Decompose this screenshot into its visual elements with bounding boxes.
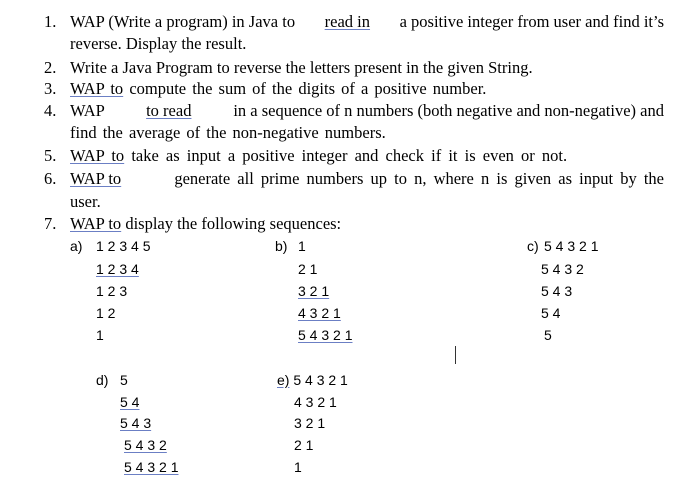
text-segment: display the following sequences: <box>121 214 342 233</box>
question-text: user. <box>70 192 101 211</box>
question-text: Write a Java Program to reverse the letters present in the given String. <box>70 58 533 77</box>
text-segment: in a sequence of n numbers (both negative and non-negative) and <box>229 101 664 120</box>
question-text <box>70 12 664 32</box>
underlined-text: WAP to <box>70 146 125 165</box>
question-number: 3. <box>44 79 57 98</box>
sequence-a-row: 1 2 3 <box>96 283 128 299</box>
sequence-c-row: 5 4 3 2 <box>541 261 584 277</box>
question-number: 5. <box>44 146 57 165</box>
sequence-row-text: 1 2 3 4 5 <box>96 238 151 254</box>
question-number: 1. <box>44 12 57 31</box>
sequence-b-row: 2 1 <box>298 261 318 277</box>
sequence-e-row: 2 1 <box>294 437 314 453</box>
text-segment: generate all prime numbers up to n, where n is given as input by the <box>167 169 664 188</box>
text-segment: WAP <box>70 101 109 120</box>
sequence-e-row: 1 <box>294 459 302 475</box>
sequence-d-row: 5 4 3 2 1 <box>124 459 179 475</box>
sequence-b-row: 5 4 3 2 1 <box>298 327 353 343</box>
sequence-a-row: 1 2 <box>96 305 116 321</box>
text-segment: WAP (Write a program) in Java to <box>70 12 300 31</box>
sequence-c-row: 5 <box>544 327 552 343</box>
question-text <box>70 101 664 121</box>
underlined-text: WAP to <box>70 214 122 233</box>
question-text <box>70 146 664 166</box>
sequence-c-row: 5 4 3 2 1 <box>544 238 599 254</box>
sequence-b-row: 3 2 1 <box>298 283 330 299</box>
sequence-a-row: 1 2 3 4 <box>96 261 139 277</box>
sequence-a-label: a) <box>70 238 83 254</box>
sequence-b-row: 4 3 2 1 <box>298 305 341 321</box>
question-text <box>70 214 664 234</box>
text-segment: take as input a positive integer and check if it is even or not. <box>124 146 568 165</box>
sequence-c-row: 5 4 3 <box>541 283 573 299</box>
sequence-e-row: 3 2 1 <box>294 415 326 431</box>
sequence-b-label: b) <box>275 238 288 254</box>
sequence-a-row: 1 <box>96 327 104 343</box>
question-number: 2. <box>44 58 57 77</box>
text-cursor <box>455 346 456 364</box>
sequence-row-text: 5 4 3 <box>120 415 152 431</box>
sequence-d-row: 5 4 3 2 <box>124 437 167 453</box>
underlined-text: to read <box>146 101 192 120</box>
sequence-e-label: e) <box>277 372 290 388</box>
text-segment: a positive integer from user and find it’s <box>395 12 664 31</box>
question-text <box>70 79 664 99</box>
question-number: 4. <box>44 101 57 120</box>
sequence-d-row: 5 <box>120 372 128 388</box>
sequence-e-row-first <box>277 371 348 389</box>
sequence-c-label: c) <box>527 238 539 254</box>
sequence-row-text: 5 4 3 2 1 <box>293 372 348 388</box>
sequence-e-row: 4 3 2 1 <box>294 394 337 410</box>
underlined-text: WAP to <box>70 169 122 188</box>
question-number: 7. <box>44 214 57 233</box>
underlined-text: read in <box>324 12 371 31</box>
text-segment: compute the sum of the digits of a positive number. <box>123 79 487 98</box>
sequence-b-row: 1 <box>298 238 306 254</box>
sequence-a-row <box>96 237 151 255</box>
underlined-text: WAP to <box>70 79 124 98</box>
question-text <box>70 169 664 189</box>
sequence-d-row <box>120 414 151 432</box>
question-text: reverse. Display the result. <box>70 34 247 53</box>
sequence-c-row: 5 4 <box>541 305 561 321</box>
question-text: find the average of the non-negative numbers. <box>70 123 386 142</box>
sequence-d-row: 5 4 <box>120 394 140 410</box>
sequence-d-label: d) <box>96 372 109 388</box>
question-number: 6. <box>44 169 57 188</box>
